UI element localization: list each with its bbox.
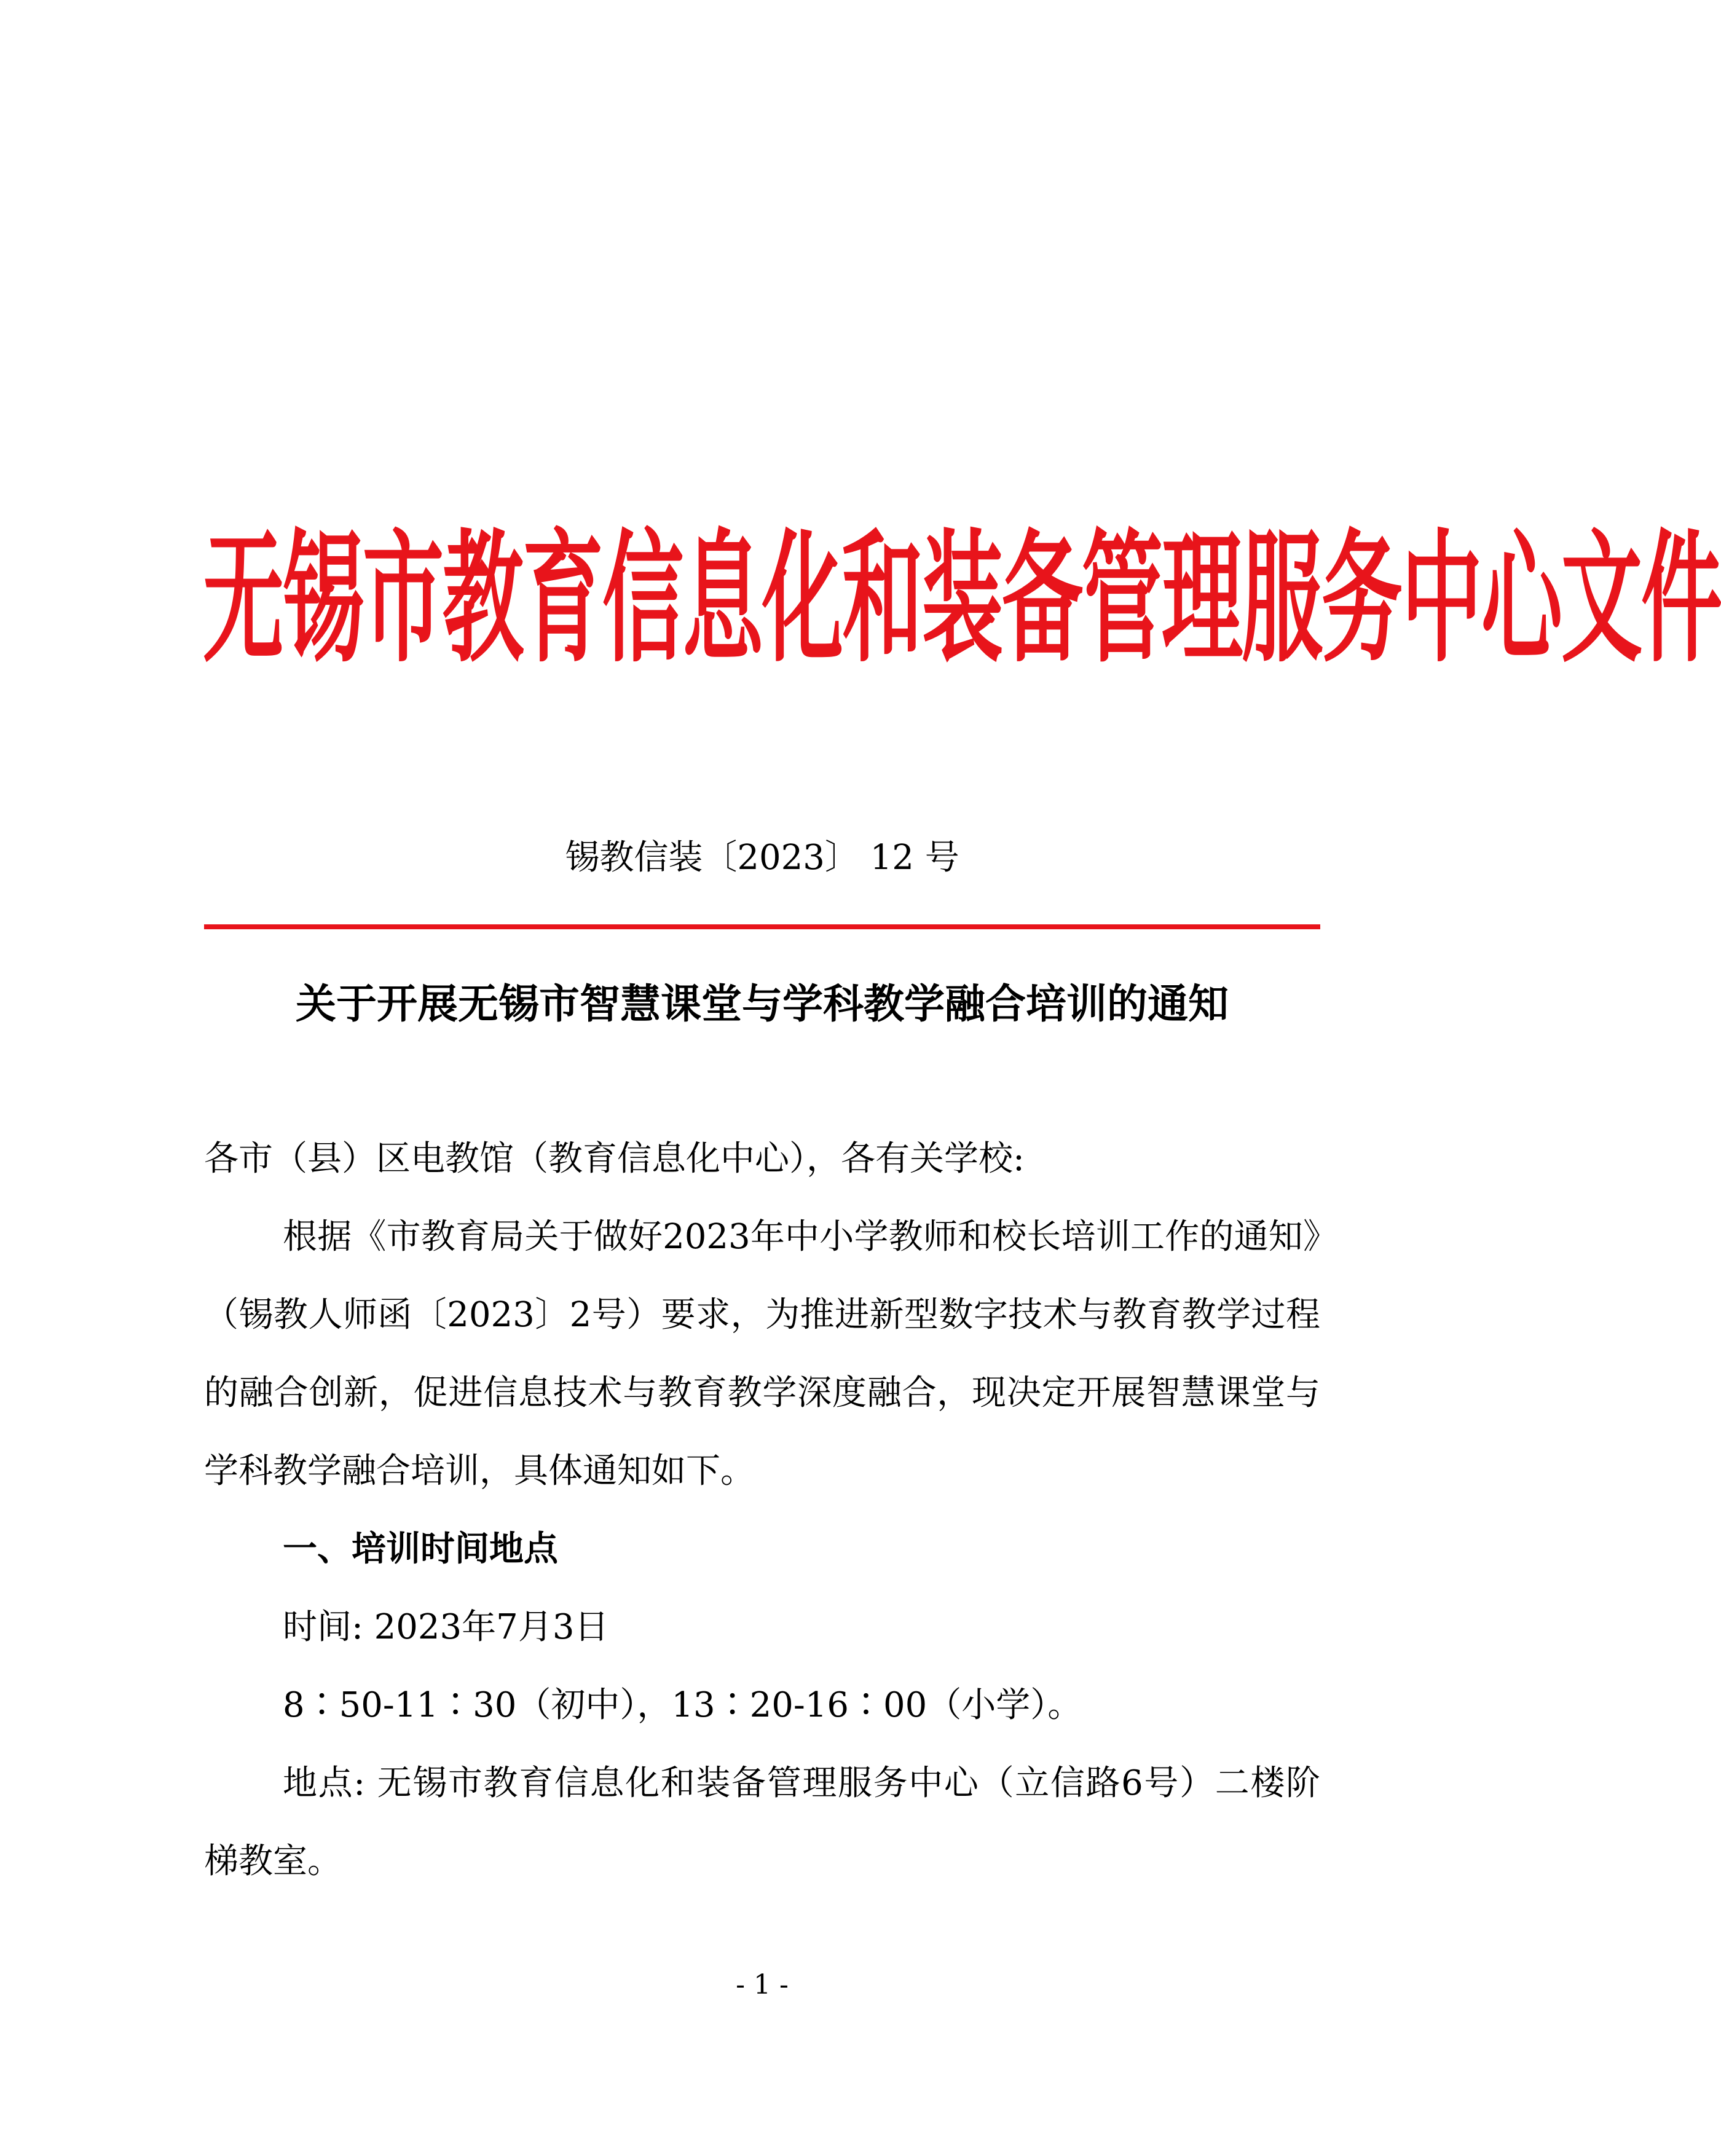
training-schedule: 8∶50-11∶30（初中），13∶20-16∶00（小学）。 — [283, 1685, 1082, 1725]
page-number: - 1 - — [736, 1969, 789, 2001]
intro-paragraph: 根据《市教育局关于做好2023年中小学教师和校长培训工作的通知》（锡教人师函〔2023〕2号）要求，为推进新型数字技术与教育教学过程的融合创新，促进信息技术与教育教学深度融合，现决定开展智慧课堂与学科教学融合培训，具体通知如下。 — [204, 1217, 1320, 1491]
training-location: 地点: 无锡市教育信息化和装备管理服务中心（立信路6号）二楼阶梯教室。 — [204, 1763, 1320, 1881]
salutation: 各市（县）区电教馆（教育信息化中心），各有关学校: — [204, 1139, 1025, 1179]
issuing-authority-header: 无锡市教育信息化和装备管理服务中心文件 — [203, 516, 1721, 683]
section-heading-training-time-location: 一、培训时间地点 — [283, 1529, 558, 1569]
document-number: 锡教信装〔2023〕 12 号 — [565, 838, 959, 878]
training-date: 时间: 2023年7月3日 — [283, 1607, 609, 1647]
notice-title: 关于开展无锡市智慧课堂与学科教学融合培训的通知 — [296, 980, 1229, 1028]
document-body — [204, 1120, 1320, 1900]
red-divider-line — [204, 924, 1320, 929]
